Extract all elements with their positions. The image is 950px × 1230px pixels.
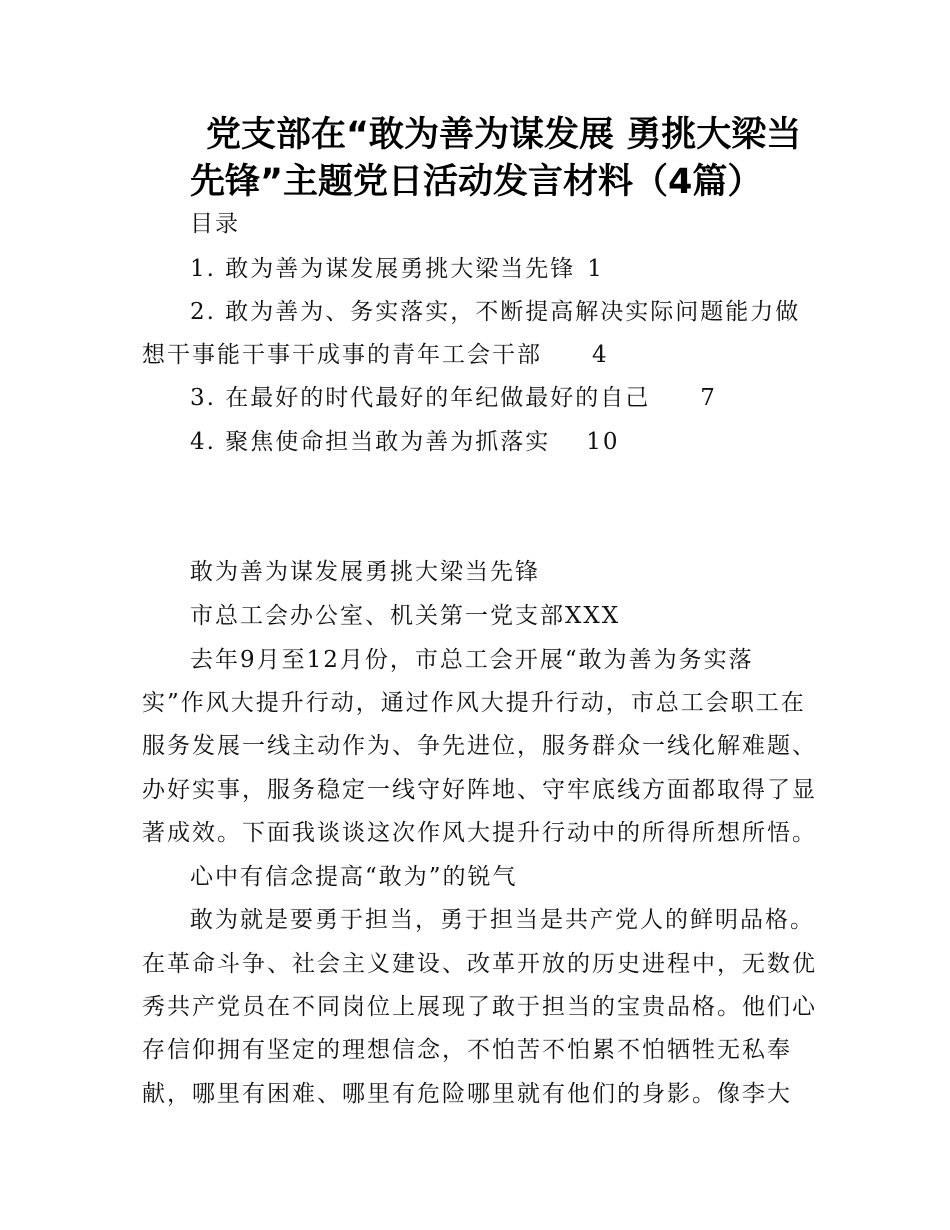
paragraph-2-line: 秀共产党员在不同岗位上展现了敢于担当的宝贵品格。他们心 [142, 994, 817, 1020]
title-line-1: 党支部在“敢为善为谋发展 勇挑大梁当 [206, 115, 802, 155]
toc-item-text: 3. 在最好的时代最好的年纪做最好的自己 [190, 385, 651, 411]
section-subheading: 心中有信念提高“敢为”的锐气 [190, 864, 518, 890]
title-line-2: 先锋”主题党日活动发言材料（4篇） [190, 162, 763, 202]
toc-item-1 [190, 254, 604, 284]
document-title [190, 112, 830, 206]
paragraph-2-line: 存信仰拥有坚定的理想信念，不怕苦不怕累不怕牺牲无私奉 [142, 1037, 792, 1063]
toc-heading: 目录 [190, 211, 240, 237]
article-title: 敢为善为谋发展勇挑大梁当先锋 [190, 559, 540, 585]
toc-item-page: 1 [587, 256, 604, 282]
toc-item-page: 10 [586, 429, 620, 455]
toc-item-3 [190, 383, 717, 413]
article-author: 市总工会办公室、机关第一党支部XXX [190, 603, 621, 629]
toc-item-4 [190, 427, 620, 457]
paragraph-1-line: 服务发展一线主动作为、争先进位，服务群众一线化解难题、 [142, 733, 817, 759]
paragraph-1-line: 去年9月至12月份，市总工会开展“敢为善为务实落 [190, 647, 754, 673]
toc-item-text: 1. 敢为善为谋发展勇挑大梁当先锋 [190, 256, 576, 282]
toc-item-2-line-2 [142, 340, 609, 370]
toc-item-text: 想干事能干事干成事的青年工会干部 [142, 342, 542, 368]
toc-item-2-line-1: 2. 敢为善为、务实落实，不断提高解决实际问题能力做 [190, 299, 801, 325]
toc-item-text: 4. 聚焦使命担当敢为善为抓落实 [190, 429, 551, 455]
paragraph-2-line: 在革命斗争、社会主义建设、改革开放的历史进程中，无数优 [142, 951, 817, 977]
paragraph-2-line: 献，哪里有困难、哪里有危险哪里就有他们的身影。像李大 [142, 1081, 792, 1107]
paragraph-1-line: 办好实事，服务稳定一线守好阵地、守牢底线方面都取得了显 [142, 777, 817, 803]
paragraph-1-line: 实”作风大提升行动，通过作风大提升行动，市总工会职工在 [142, 690, 806, 716]
toc-item-page: 7 [700, 385, 717, 411]
toc-item-page: 4 [592, 342, 609, 368]
paragraph-1-line: 著成效。下面我谈谈这次作风大提升行动中的所得所想所悟。 [142, 820, 817, 846]
paragraph-2-line: 敢为就是要勇于担当，勇于担当是共产党人的鲜明品格。 [190, 907, 815, 933]
